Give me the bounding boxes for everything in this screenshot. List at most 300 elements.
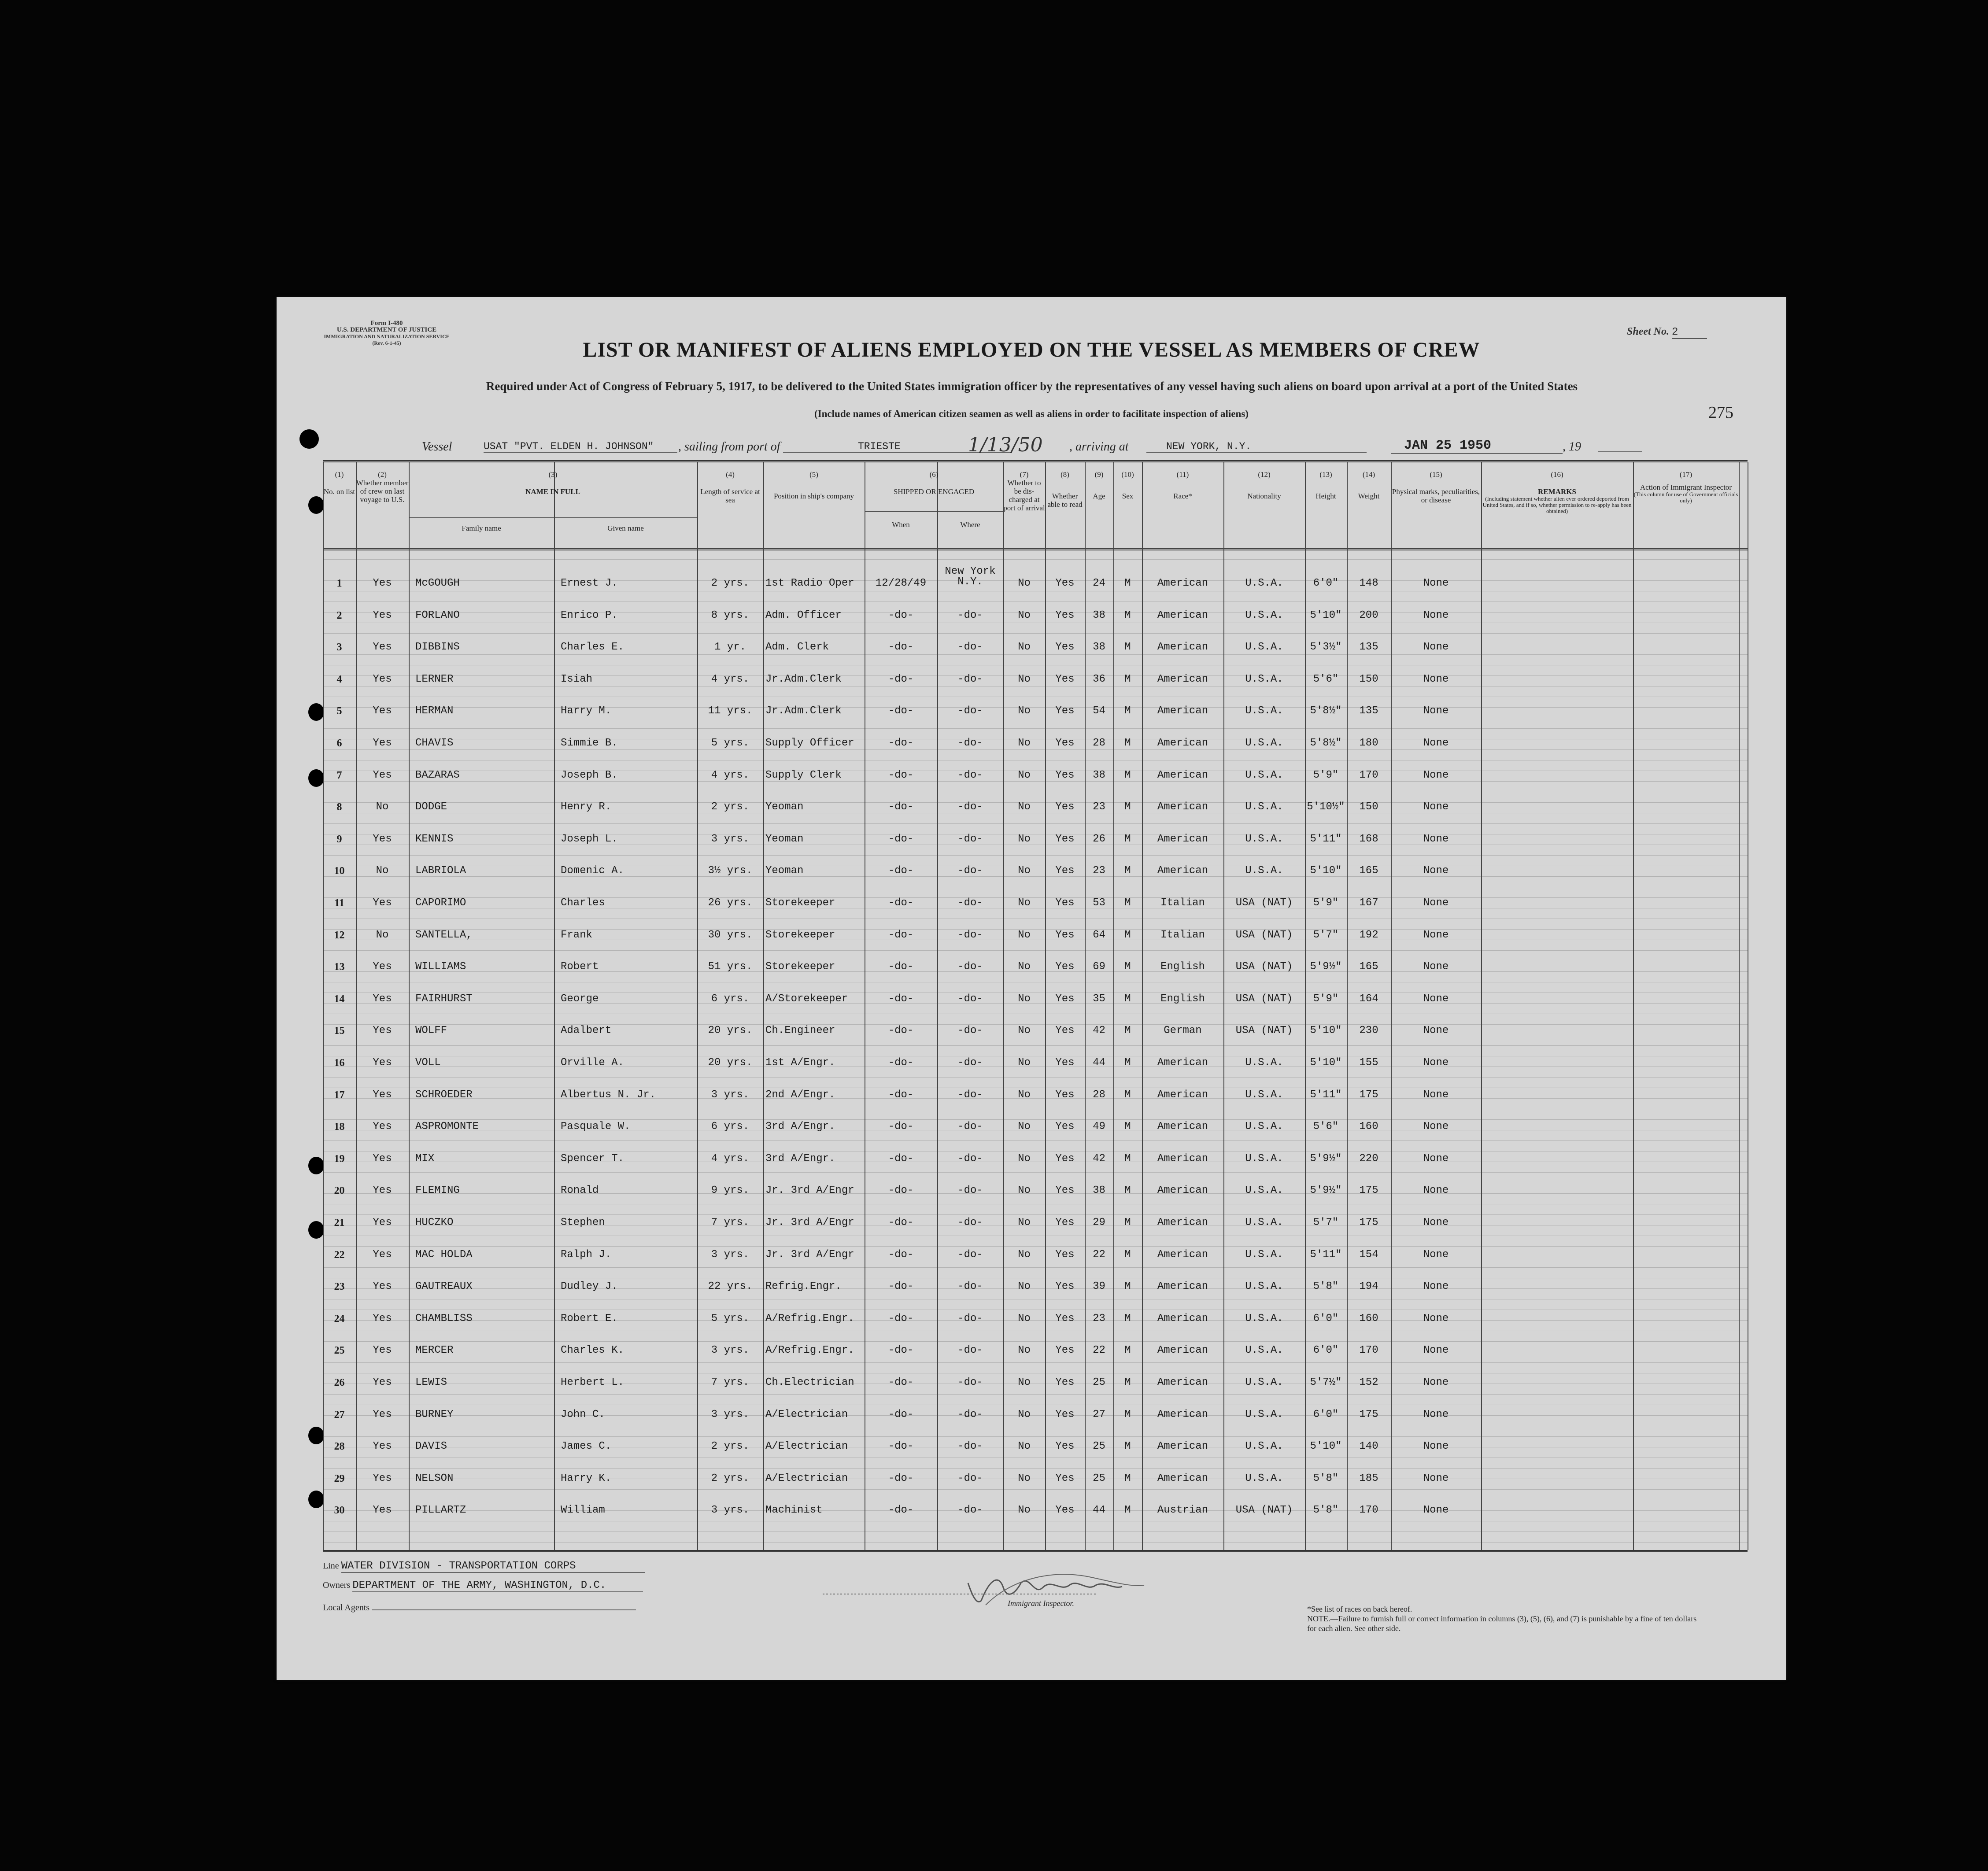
table-row bbox=[323, 1473, 1748, 1491]
cell-no: 22 bbox=[334, 1249, 345, 1261]
cell-where: -do- bbox=[957, 769, 983, 781]
cell-age: 29 bbox=[1093, 1217, 1105, 1229]
cell-read: Yes bbox=[1055, 1089, 1075, 1101]
cell-where: -do- bbox=[957, 801, 983, 813]
col-header-service bbox=[697, 470, 763, 504]
table-row bbox=[323, 993, 1748, 1011]
col-number: (8) bbox=[1061, 470, 1069, 479]
col-label: Whether to be dis-charged at port of arrival bbox=[1003, 479, 1045, 512]
cell-nationality: U.S.A. bbox=[1245, 1440, 1283, 1452]
cell-where: -do- bbox=[957, 1121, 983, 1133]
cell-where: -do- bbox=[957, 961, 983, 973]
cell-discharged: No bbox=[1018, 705, 1031, 717]
cell-service: 3½ yrs. bbox=[708, 865, 753, 877]
col-header-shipped bbox=[865, 470, 1003, 496]
cell-family: HERMAN bbox=[415, 705, 454, 717]
cell-no: 3 bbox=[336, 642, 342, 653]
cell-height: 5'10" bbox=[1310, 1057, 1342, 1069]
cell-age: 25 bbox=[1093, 1376, 1105, 1388]
cell-nationality: USA (NAT) bbox=[1235, 1504, 1293, 1516]
cell-marks: None bbox=[1423, 1057, 1449, 1069]
cell-given: Joseph B. bbox=[561, 770, 618, 781]
cell-family: CHAVIS bbox=[415, 738, 454, 749]
cell-read: Yes bbox=[1055, 1217, 1075, 1229]
cell-service: 7 yrs. bbox=[711, 1217, 750, 1229]
cell-height: 5'11" bbox=[1310, 1089, 1342, 1101]
cell-position: 1st A/Engr. bbox=[765, 1057, 835, 1069]
cell-position: A/Refrig.Engr. bbox=[765, 1313, 854, 1325]
cell-given: Isiah bbox=[561, 674, 593, 685]
cell-when: -do- bbox=[888, 865, 914, 877]
vessel-label: Vessel bbox=[422, 440, 452, 454]
cell-given: Robert bbox=[561, 961, 599, 973]
cell-where: -do- bbox=[957, 737, 983, 749]
cell-service: 3 yrs. bbox=[711, 1344, 750, 1356]
cell-marks: None bbox=[1423, 577, 1449, 589]
cell-where: -do- bbox=[957, 641, 983, 653]
ruled-line bbox=[323, 823, 1748, 824]
cell-where: -do- bbox=[957, 897, 983, 909]
cell-marks: None bbox=[1423, 705, 1449, 717]
cell-nationality: U.S.A. bbox=[1245, 1249, 1283, 1261]
col-header-discharged bbox=[1003, 470, 1045, 512]
cell-position: 3rd A/Engr. bbox=[765, 1153, 835, 1165]
cell-nationality: U.S.A. bbox=[1245, 1057, 1283, 1069]
cell-discharged: No bbox=[1018, 1249, 1031, 1261]
cell-family: CAPORIMO bbox=[415, 897, 466, 909]
cell-crew: Yes bbox=[373, 1344, 392, 1356]
cell-sex: M bbox=[1124, 1057, 1131, 1069]
cell-no: 12 bbox=[334, 930, 345, 941]
cell-discharged: No bbox=[1018, 1409, 1031, 1421]
col-header-read bbox=[1045, 470, 1085, 509]
table-row bbox=[323, 642, 1748, 659]
cell-nationality: U.S.A. bbox=[1245, 705, 1283, 717]
col-label: Physical marks, peculiarities, or disease bbox=[1392, 487, 1480, 504]
cell-position: A/Electrician bbox=[765, 1473, 848, 1484]
cell-given: Albertus N. Jr. bbox=[561, 1089, 656, 1101]
col-label: Race* bbox=[1173, 492, 1192, 500]
ruled-line bbox=[323, 1246, 1748, 1247]
cell-crew: Yes bbox=[373, 1440, 392, 1452]
cell-discharged: No bbox=[1018, 801, 1031, 813]
cell-marks: None bbox=[1423, 865, 1449, 877]
cell-race: American bbox=[1157, 1440, 1208, 1452]
owners-value: DEPARTMENT OF THE ARMY, WASHINGTON, D.C. bbox=[352, 1579, 643, 1592]
cell-service: 1 yr. bbox=[714, 641, 746, 653]
cell-marks: None bbox=[1423, 1025, 1449, 1037]
cell-no: 8 bbox=[336, 801, 342, 813]
table-row bbox=[323, 738, 1748, 755]
cell-sex: M bbox=[1124, 705, 1131, 717]
crew-table bbox=[323, 460, 1748, 1552]
table-row bbox=[323, 834, 1748, 851]
punch-hole bbox=[308, 769, 324, 787]
cell-position: Storekeeper bbox=[765, 897, 835, 909]
stamp-number: 275 bbox=[1708, 403, 1733, 422]
punch-hole bbox=[308, 703, 324, 721]
table-row bbox=[323, 565, 1748, 595]
cell-position: Storekeeper bbox=[765, 930, 835, 941]
col-header-when: When bbox=[892, 520, 910, 529]
cell-age: 24 bbox=[1093, 577, 1105, 589]
col-header-where: Where bbox=[960, 520, 980, 529]
cell-where: -do- bbox=[957, 1217, 983, 1229]
cell-position: Supply Officer bbox=[765, 738, 854, 749]
col-header-crew bbox=[356, 470, 409, 504]
cell-family: McGOUGH bbox=[415, 578, 460, 589]
col-number: (5) bbox=[809, 470, 818, 479]
col-label: Whether able to read bbox=[1047, 492, 1083, 509]
cell-nationality: USA (NAT) bbox=[1235, 961, 1293, 973]
cell-service: 4 yrs. bbox=[711, 1153, 750, 1165]
footer-agents bbox=[323, 1602, 636, 1613]
cell-when: -do- bbox=[888, 1409, 914, 1421]
cell-crew: No bbox=[376, 801, 389, 813]
cell-nationality: USA (NAT) bbox=[1235, 1025, 1293, 1037]
cell-marks: None bbox=[1423, 1504, 1449, 1516]
form-id-line: U.S. DEPARTMENT OF JUSTICE bbox=[336, 326, 437, 333]
cell-discharged: No bbox=[1018, 1025, 1031, 1037]
cell-discharged: No bbox=[1018, 673, 1031, 685]
cell-race: American bbox=[1157, 609, 1208, 621]
cell-no: 1 bbox=[336, 578, 342, 589]
cell-position: 3rd A/Engr. bbox=[765, 1121, 835, 1133]
cell-age: 44 bbox=[1093, 1504, 1105, 1516]
cell-no: 23 bbox=[334, 1281, 345, 1292]
cell-given: Enrico P. bbox=[561, 610, 618, 621]
cell-read: Yes bbox=[1055, 737, 1075, 749]
cell-read: Yes bbox=[1055, 865, 1075, 877]
cell-when: -do- bbox=[888, 801, 914, 813]
cell-height: 5'10" bbox=[1310, 1440, 1342, 1452]
cell-nationality: U.S.A. bbox=[1245, 641, 1283, 653]
cell-weight: 140 bbox=[1359, 1440, 1378, 1452]
cell-service: 3 yrs. bbox=[711, 1504, 750, 1516]
col-header-remarks bbox=[1481, 470, 1633, 514]
cell-crew: Yes bbox=[373, 1025, 392, 1037]
cell-given: Charles E. bbox=[561, 642, 624, 653]
cell-service: 3 yrs. bbox=[711, 833, 750, 845]
cell-no: 27 bbox=[334, 1409, 345, 1421]
cell-discharged: No bbox=[1018, 609, 1031, 621]
cell-where: -do- bbox=[957, 1153, 983, 1165]
table-row bbox=[323, 1217, 1748, 1235]
cell-weight: 164 bbox=[1359, 993, 1378, 1005]
cell-height: 5'8" bbox=[1313, 1281, 1339, 1292]
cell-age: 22 bbox=[1093, 1344, 1105, 1356]
cell-sex: M bbox=[1124, 1504, 1131, 1516]
cell-read: Yes bbox=[1055, 993, 1075, 1005]
col-header-weight bbox=[1347, 470, 1391, 500]
col-header-height bbox=[1305, 470, 1347, 500]
cell-read: Yes bbox=[1055, 609, 1075, 621]
col-header-no bbox=[323, 470, 356, 496]
cell-when: -do- bbox=[888, 1121, 914, 1133]
cell-where: -do- bbox=[957, 929, 983, 941]
cell-family: FAIRHURST bbox=[415, 993, 473, 1005]
cell-crew: Yes bbox=[373, 897, 392, 909]
cell-position: Jr.Adm.Clerk bbox=[765, 674, 842, 685]
table-row bbox=[323, 1281, 1748, 1299]
col-label: Length of service at sea bbox=[700, 487, 760, 504]
cell-given: William bbox=[561, 1505, 605, 1516]
cell-family: VOLL bbox=[415, 1057, 441, 1069]
cell-race: American bbox=[1157, 1344, 1208, 1356]
cell-sex: M bbox=[1124, 769, 1131, 781]
cell-nationality: U.S.A. bbox=[1245, 1376, 1283, 1388]
cell-marks: None bbox=[1423, 641, 1449, 653]
cell-no: 9 bbox=[336, 834, 342, 845]
table-row bbox=[323, 1313, 1748, 1331]
table-row bbox=[323, 1025, 1748, 1043]
cell-sex: M bbox=[1124, 1281, 1131, 1292]
footer-line bbox=[323, 1560, 645, 1573]
cell-age: 36 bbox=[1093, 673, 1105, 685]
cell-discharged: No bbox=[1018, 1440, 1031, 1452]
cell-where: -do- bbox=[957, 1472, 983, 1484]
cell-when: -do- bbox=[888, 705, 914, 717]
cell-no: 6 bbox=[336, 738, 342, 749]
cell-where: -do- bbox=[957, 1313, 983, 1325]
cell-crew: Yes bbox=[373, 705, 392, 717]
ruled-line bbox=[323, 1267, 1748, 1268]
cell-weight: 220 bbox=[1359, 1153, 1378, 1165]
cell-marks: None bbox=[1423, 1376, 1449, 1388]
cell-age: 27 bbox=[1093, 1409, 1105, 1421]
table-row bbox=[323, 801, 1748, 819]
cell-family: MERCER bbox=[415, 1345, 454, 1356]
cell-no: 13 bbox=[334, 961, 345, 973]
cell-discharged: No bbox=[1018, 1472, 1031, 1484]
cell-position: Adm. Clerk bbox=[765, 642, 829, 653]
ruled-line bbox=[323, 950, 1748, 951]
cell-when: -do- bbox=[888, 1153, 914, 1165]
cell-service: 20 yrs. bbox=[708, 1025, 753, 1037]
cell-crew: Yes bbox=[373, 1089, 392, 1101]
ruled-line bbox=[323, 1045, 1748, 1046]
cell-when: -do- bbox=[888, 1217, 914, 1229]
cell-given: Orville A. bbox=[561, 1057, 624, 1069]
cell-position: Storekeeper bbox=[765, 961, 835, 973]
line-value: WATER DIVISION - TRANSPORTATION CORPS bbox=[341, 1560, 645, 1573]
cell-where: -do- bbox=[957, 865, 983, 877]
cell-nationality: U.S.A. bbox=[1245, 833, 1283, 845]
cell-where: -do- bbox=[957, 609, 983, 621]
col-number: (11) bbox=[1176, 470, 1189, 479]
cell-race: Austrian bbox=[1157, 1504, 1208, 1516]
cell-age: 28 bbox=[1093, 1089, 1105, 1101]
cell-family: MAC HOLDA bbox=[415, 1249, 473, 1261]
ruled-line bbox=[323, 1172, 1748, 1173]
cell-family: NELSON bbox=[415, 1473, 454, 1484]
cell-where: -do- bbox=[957, 1409, 983, 1421]
cell-nationality: U.S.A. bbox=[1245, 1313, 1283, 1325]
cell-sex: M bbox=[1124, 961, 1131, 973]
cell-no: 28 bbox=[334, 1441, 345, 1452]
col-header-action bbox=[1633, 470, 1739, 504]
cell-race: American bbox=[1157, 1376, 1208, 1388]
ruled-line bbox=[323, 1531, 1748, 1532]
table-row bbox=[323, 1345, 1748, 1362]
cell-age: 23 bbox=[1093, 865, 1105, 877]
cell-position: Jr. 3rd A/Engr bbox=[765, 1217, 854, 1229]
cell-height: 5'6" bbox=[1313, 1121, 1339, 1133]
cell-discharged: No bbox=[1018, 737, 1031, 749]
cell-when: 12/28/49 bbox=[875, 577, 927, 589]
arriving-label: , arriving at bbox=[1069, 440, 1129, 454]
form-id-line: Form I-480 bbox=[370, 320, 403, 327]
cell-race: American bbox=[1157, 1409, 1208, 1421]
cell-no: 24 bbox=[334, 1313, 345, 1325]
cell-no: 29 bbox=[334, 1473, 345, 1484]
cell-crew: Yes bbox=[373, 1281, 392, 1292]
cell-where: -do- bbox=[957, 1504, 983, 1516]
cell-weight: 150 bbox=[1359, 673, 1378, 685]
cell-no: 20 bbox=[334, 1185, 345, 1196]
cell-when: -do- bbox=[888, 929, 914, 941]
cell-sex: M bbox=[1124, 1025, 1131, 1037]
cell-given: Frank bbox=[561, 930, 593, 941]
cell-crew: Yes bbox=[373, 1409, 392, 1421]
cell-family: SCHROEDER bbox=[415, 1089, 473, 1101]
col-number: (12) bbox=[1258, 470, 1271, 479]
cell-sex: M bbox=[1124, 929, 1131, 941]
cell-weight: 165 bbox=[1359, 865, 1378, 877]
ruled-line bbox=[323, 633, 1748, 634]
cell-sex: M bbox=[1124, 1472, 1131, 1484]
cell-when: -do- bbox=[888, 673, 914, 685]
page-title: LIST OR MANIFEST OF ALIENS EMPLOYED ON THE VESSEL AS MEMBERS OF CREW bbox=[583, 338, 1480, 362]
cell-marks: None bbox=[1423, 1313, 1449, 1325]
table-row bbox=[323, 770, 1748, 787]
cell-position: A/Electrician bbox=[765, 1409, 848, 1421]
cell-when: -do- bbox=[888, 1313, 914, 1325]
cell-sex: M bbox=[1124, 1217, 1131, 1229]
cell-nationality: USA (NAT) bbox=[1235, 993, 1293, 1005]
cell-service: 20 yrs. bbox=[708, 1057, 753, 1069]
cell-read: Yes bbox=[1055, 1409, 1075, 1421]
cell-nationality: U.S.A. bbox=[1245, 1344, 1283, 1356]
col-header-given: Given name bbox=[607, 524, 644, 532]
vessel-name: USAT "PVT. ELDEN H. JOHNSON" bbox=[484, 441, 677, 453]
ruled-line bbox=[323, 1024, 1748, 1025]
punch-hole bbox=[308, 1491, 324, 1508]
cell-read: Yes bbox=[1055, 1025, 1075, 1037]
cell-no: 11 bbox=[334, 897, 344, 909]
cell-race: American bbox=[1157, 1281, 1208, 1292]
col-number: (13) bbox=[1319, 470, 1332, 479]
cell-given: George bbox=[561, 993, 599, 1005]
ruled-line bbox=[323, 855, 1748, 856]
cell-when: -do- bbox=[888, 1249, 914, 1261]
col-label: No. on list bbox=[323, 487, 355, 496]
cell-weight: 170 bbox=[1359, 769, 1378, 781]
cell-nationality: U.S.A. bbox=[1245, 1153, 1283, 1165]
cell-height: 5'8½" bbox=[1310, 705, 1342, 717]
cell-height: 6'0" bbox=[1313, 1409, 1339, 1421]
cell-height: 5'7" bbox=[1313, 929, 1339, 941]
col-label: Age bbox=[1093, 492, 1105, 500]
col-label: Action of Immigrant Inspector bbox=[1640, 483, 1732, 491]
cell-discharged: No bbox=[1018, 929, 1031, 941]
cell-weight: 167 bbox=[1359, 897, 1378, 909]
cell-discharged: No bbox=[1018, 1153, 1031, 1165]
cell-read: Yes bbox=[1055, 801, 1075, 813]
cell-sex: M bbox=[1124, 993, 1131, 1005]
cell-race: American bbox=[1157, 1185, 1208, 1196]
cell-age: 38 bbox=[1093, 1185, 1105, 1196]
cell-sex: M bbox=[1124, 1313, 1131, 1325]
cell-weight: 148 bbox=[1359, 577, 1378, 589]
cell-family: PILLARTZ bbox=[415, 1505, 466, 1516]
cell-service: 2 yrs. bbox=[711, 1472, 750, 1484]
cell-given: Herbert L. bbox=[561, 1377, 624, 1388]
cell-marks: None bbox=[1423, 1121, 1449, 1133]
sheet-number-value: 2 bbox=[1672, 326, 1707, 339]
cell-weight: 200 bbox=[1359, 609, 1378, 621]
cell-read: Yes bbox=[1055, 1504, 1075, 1516]
cell-marks: None bbox=[1423, 993, 1449, 1005]
cell-family: DAVIS bbox=[415, 1441, 447, 1452]
cell-family: FORLANO bbox=[415, 610, 460, 621]
cell-crew: Yes bbox=[373, 1217, 392, 1229]
cell-weight: 165 bbox=[1359, 961, 1378, 973]
table-row bbox=[323, 961, 1748, 979]
col-number: (7) bbox=[1020, 470, 1029, 479]
cell-height: 5'9" bbox=[1313, 769, 1339, 781]
cell-read: Yes bbox=[1055, 1057, 1075, 1069]
punch-hole bbox=[308, 496, 324, 514]
cell-read: Yes bbox=[1055, 577, 1075, 589]
cell-no: 15 bbox=[334, 1025, 345, 1037]
cell-discharged: No bbox=[1018, 1313, 1031, 1325]
col-number: (1) bbox=[335, 470, 344, 479]
cell-read: Yes bbox=[1055, 833, 1075, 845]
cell-discharged: No bbox=[1018, 1089, 1031, 1101]
cell-height: 6'0" bbox=[1313, 1344, 1339, 1356]
punch-hole bbox=[308, 1157, 324, 1174]
cell-height: 5'11" bbox=[1310, 1249, 1342, 1261]
col-number: (4) bbox=[726, 470, 735, 479]
cell-discharged: No bbox=[1018, 993, 1031, 1005]
ruled-line bbox=[323, 1119, 1748, 1120]
cell-race: Italian bbox=[1160, 929, 1205, 941]
port-to: NEW YORK, N.Y. bbox=[1146, 441, 1367, 453]
cell-weight: 168 bbox=[1359, 833, 1378, 845]
cell-marks: None bbox=[1423, 609, 1449, 621]
cell-height: 5'8" bbox=[1313, 1472, 1339, 1484]
cell-when: -do- bbox=[888, 641, 914, 653]
cell-given: Ernest J. bbox=[561, 578, 618, 589]
cell-discharged: No bbox=[1018, 1185, 1031, 1196]
cell-read: Yes bbox=[1055, 1121, 1075, 1133]
cell-position: A/Electrician bbox=[765, 1441, 848, 1452]
cell-marks: None bbox=[1423, 737, 1449, 749]
cell-nationality: U.S.A. bbox=[1245, 1185, 1283, 1196]
cell-position: Jr.Adm.Clerk bbox=[765, 705, 842, 717]
cell-sex: M bbox=[1124, 673, 1131, 685]
cell-weight: 192 bbox=[1359, 929, 1378, 941]
cell-nationality: U.S.A. bbox=[1245, 577, 1283, 589]
cell-crew: Yes bbox=[373, 1121, 392, 1133]
cell-age: 54 bbox=[1093, 705, 1105, 717]
cell-service: 26 yrs. bbox=[708, 897, 753, 909]
cell-nationality: U.S.A. bbox=[1245, 1121, 1283, 1133]
ruled-line bbox=[323, 1077, 1748, 1078]
cell-nationality: U.S.A. bbox=[1245, 1472, 1283, 1484]
table-row bbox=[323, 1089, 1748, 1107]
